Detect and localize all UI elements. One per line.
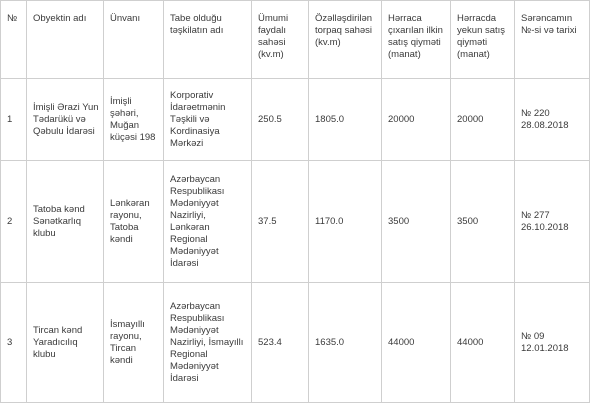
- cell-object-name: İmişli Ərazi Yun Tədarükü və Qəbulu İdarəsi: [27, 79, 104, 161]
- cell-organization: Azərbaycan Respublikası Mədəniyyət Nazirliyi, İsmayıllı Regional Mədəniyyət İdarəsi: [164, 283, 252, 403]
- cell-object-name: Tircan kənd Yaradıcılıq klubu: [27, 283, 104, 403]
- cell-final-price: 44000: [451, 283, 515, 403]
- header-final-price: Hərracda yekun satış qiyməti (manat): [451, 1, 515, 79]
- cell-land-area: 1635.0: [309, 283, 382, 403]
- order-date: 26.10.2018: [521, 221, 569, 233]
- cell-useful-area: 250.5: [252, 79, 309, 161]
- cell-organization: Korporativ İdarəetmənin Təşkili və Kordinasiya Mərkəzi: [164, 79, 252, 161]
- cell-initial-price: 3500: [382, 161, 451, 283]
- cell-final-price: 20000: [451, 79, 515, 161]
- cell-useful-area: 37.5: [252, 161, 309, 283]
- header-initial-price: Hərraca çıxarılan ilkin satış qiyməti (manat): [382, 1, 451, 79]
- cell-address: İmişli şəhəri, Muğan küçəsi 198: [104, 79, 164, 161]
- table-row: [1, 283, 590, 403]
- cell-land-area: 1170.0: [309, 161, 382, 283]
- cell-address: İsmayıllı rayonu, Tircan kəndi: [104, 283, 164, 403]
- cell-land-area: 1805.0: [309, 79, 382, 161]
- cell-organization: Azərbaycan Respublikası Mədəniyyət Nazirliyi, Lənkəran Regional Mədəniyyət İdarəsi: [164, 161, 252, 283]
- header-organization: Tabe olduğu təşkilatın adı: [164, 1, 252, 79]
- header-order: Sərəncamın №-si və tarixi: [515, 1, 590, 79]
- table-row: [1, 161, 590, 283]
- order-date: 12.01.2018: [521, 342, 569, 354]
- table-row: [1, 79, 590, 161]
- cell-order: [515, 79, 590, 161]
- cell-object-name: Tatoba kənd Sənətkarlıq klubu: [27, 161, 104, 283]
- cell-initial-price: 44000: [382, 283, 451, 403]
- header-land-area: Özəlləşdirilən torpaq sahəsi (kv.m): [309, 1, 382, 79]
- header-number: №: [1, 1, 27, 79]
- order-date: 28.08.2018: [521, 119, 569, 131]
- header-object-name: Obyektin adı: [27, 1, 104, 79]
- header-address: Ünvanı: [104, 1, 164, 79]
- header-useful-area: Ümumi faydalı sahəsi (kv.m): [252, 1, 309, 79]
- cell-number: 3: [1, 283, 27, 403]
- cell-useful-area: 523.4: [252, 283, 309, 403]
- cell-address: Lənkəran rayonu, Tatoba kəndi: [104, 161, 164, 283]
- order-number: № 220: [521, 107, 550, 119]
- cell-final-price: 3500: [451, 161, 515, 283]
- cell-number: 1: [1, 79, 27, 161]
- cell-order: [515, 283, 590, 403]
- cell-number: 2: [1, 161, 27, 283]
- order-number: № 277: [521, 209, 550, 221]
- cell-initial-price: 20000: [382, 79, 451, 161]
- cell-order: [515, 161, 590, 283]
- order-number: № 09: [521, 330, 545, 342]
- table-header-row: [1, 1, 590, 79]
